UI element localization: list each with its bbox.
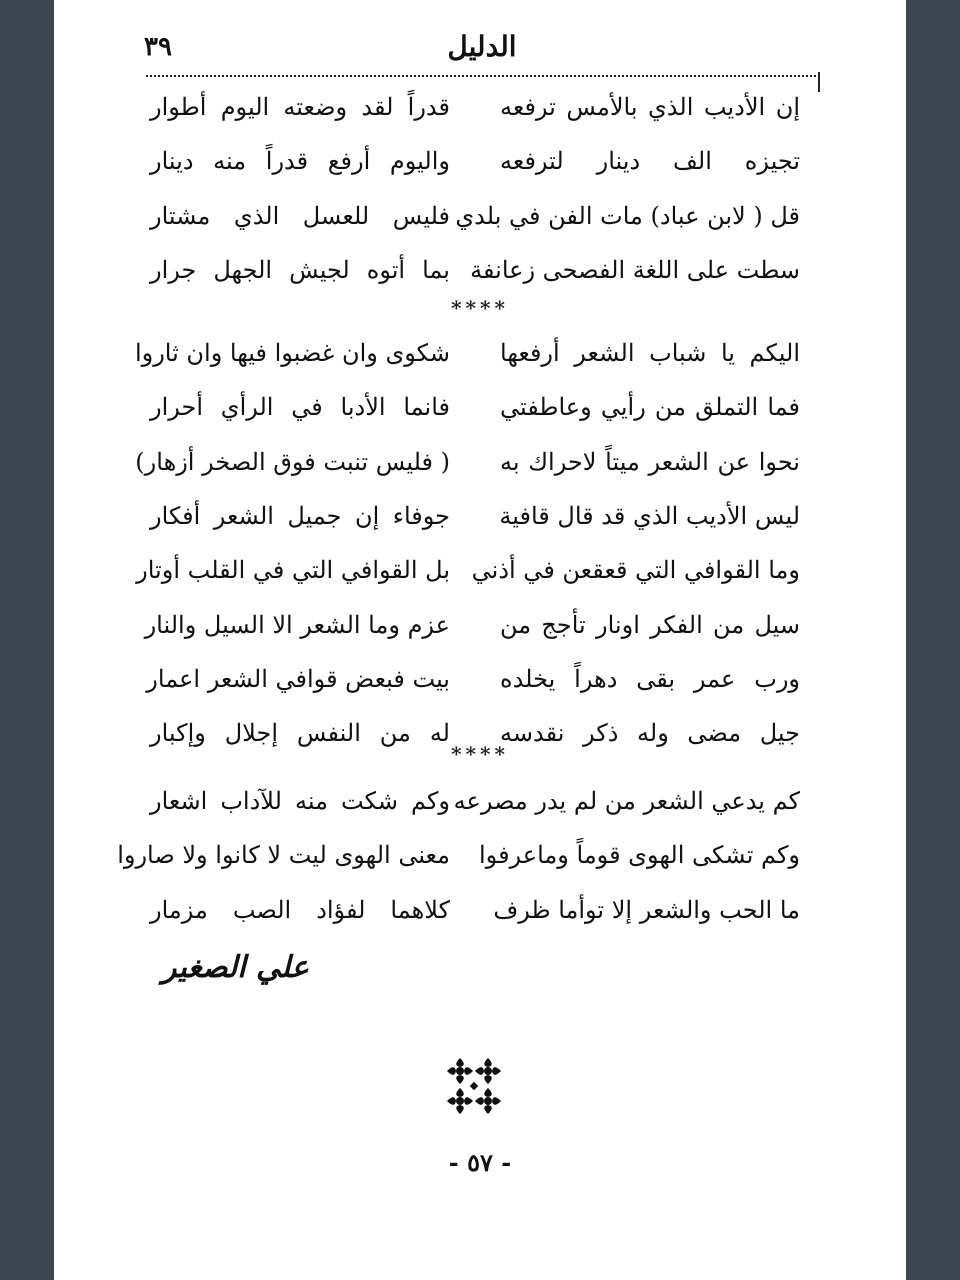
verse: [150, 243, 800, 297]
stanza-separator: ****: [451, 742, 509, 766]
verse-second-hemistich: بما أتوه لجيش الجهل جرار: [150, 256, 450, 285]
verse: [150, 489, 800, 543]
verse: [146, 652, 800, 706]
stanza-2: [134, 326, 800, 760]
verse-second-hemistich: عزم وما الشعر الا السيل والنار: [144, 610, 450, 639]
verse-second-hemistich: بل القوافي التي في القلب أوتار: [136, 556, 450, 585]
floral-ornament-icon: [446, 1056, 502, 1116]
verse-first-hemistich: إن الأديب الذي بالأمس ترفعه: [500, 93, 800, 122]
verse-second-hemistich: واليوم أرفع قدراً منه دينار: [150, 147, 450, 176]
verse: [134, 326, 800, 380]
verse-second-hemistich: قدراً لقد وضعته اليوم أطوار: [150, 93, 450, 122]
verse-first-hemistich: جيل مضى وله ذكر نقدسه: [500, 719, 800, 748]
running-title: الدليل: [447, 30, 517, 63]
author-signature: علي الصغير: [162, 950, 309, 985]
verse-first-hemistich: نحوا عن الشعر ميتاً لاحراك به: [500, 447, 800, 476]
verse: [150, 80, 800, 134]
header-rule: [146, 75, 820, 77]
verse: [150, 380, 800, 434]
verse-second-hemistich: بيت فبعض قوافي الشعر اعمار: [146, 664, 450, 693]
verse-first-hemistich: ورب عمر بقى دهراً يخلده: [500, 664, 800, 693]
footer-page-number: - ٥٧ -: [448, 1148, 512, 1177]
verse-first-hemistich: وكم تشكى الهوى قوماً وماعرفوا: [479, 841, 800, 870]
verse-first-hemistich: اليكم يا شباب الشعر أرفعها: [500, 339, 800, 368]
verse: [150, 883, 800, 937]
book-page: [54, 0, 906, 1280]
verse-second-hemistich: ( فليس تنبت فوق الصخر أزهار): [135, 447, 450, 476]
verse-first-hemistich: كم يدعي الشعر من لم يدر مصرعه: [453, 787, 800, 816]
verse-first-hemistich: ما الحب والشعر إلا توأما ظرف: [493, 895, 800, 924]
verse-first-hemistich: ليس الأديب الذي قد قال قافية: [499, 502, 800, 531]
verse-second-hemistich: شكوى وان غضبوا فيها وان ثاروا: [134, 339, 450, 368]
header-rule-tick: [818, 72, 820, 92]
header-page-number: ٣٩: [144, 32, 172, 62]
verse-first-hemistich: سيل من الفكر اونار تأجج من: [500, 610, 800, 639]
verse-second-hemistich: كلاهما لفؤاد الصب مزمار: [150, 895, 450, 924]
verse-first-hemistich: سطت على اللغة الفصحى زعانفة: [470, 256, 800, 285]
stanza-1: [150, 80, 800, 297]
verse: [135, 435, 800, 489]
verse: [144, 597, 800, 651]
stanza-3: [117, 774, 800, 937]
verse-second-hemistich: جوفاء إن جميل الشعر أفكار: [150, 502, 450, 531]
verse-first-hemistich: تجيزه الف دينار لترفعه: [500, 147, 800, 176]
verse: [136, 543, 800, 597]
verse-first-hemistich: قل ( لابن عباد) مات الفن في بلدي: [455, 201, 800, 230]
verse: [150, 774, 800, 828]
verse-second-hemistich: فانما الأدبا في الرأي أحرار: [150, 393, 450, 422]
verse: [150, 189, 800, 243]
verse-second-hemistich: فليس للعسل الذي مشتار: [150, 201, 450, 230]
verse-second-hemistich: معنى الهوى ليت لا كانوا ولا صاروا: [117, 841, 450, 870]
stanza-separator: ****: [451, 296, 509, 320]
page-header: [144, 28, 820, 68]
verse-first-hemistich: وما القوافي التي قعقعن في أذني: [471, 556, 800, 585]
verse-first-hemistich: فما التملق من رأيي وعاطفتي: [500, 393, 800, 422]
verse-second-hemistich: له من النفس إجلال وإكبار: [150, 719, 450, 748]
verse-second-hemistich: وكم شكت منه للآداب اشعار: [150, 787, 450, 816]
verse: [150, 134, 800, 188]
verse: [117, 828, 800, 882]
